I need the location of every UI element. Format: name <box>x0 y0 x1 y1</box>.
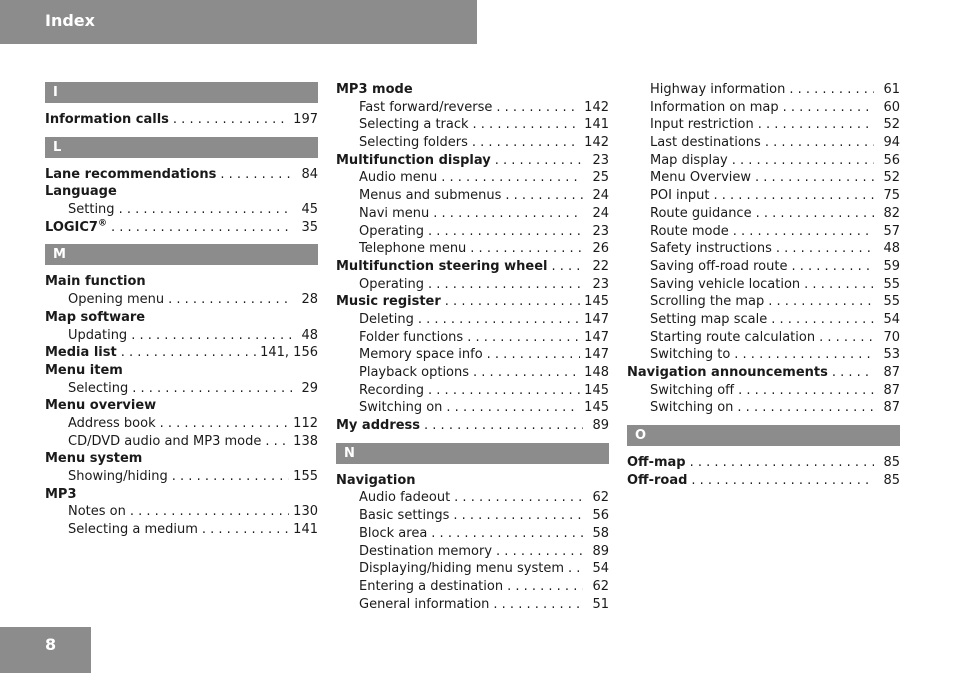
entry-page: 58 <box>592 525 609 541</box>
index-column-2 <box>336 81 609 613</box>
entry-page: 142 <box>584 135 609 151</box>
entry-label: Navigation <box>336 472 416 488</box>
entry-page: 147 <box>584 311 609 327</box>
index-subentry[interactable] <box>627 293 900 311</box>
entry-page: 89 <box>592 418 609 434</box>
entry-label: Main function <box>45 274 146 290</box>
index-heading <box>336 81 609 99</box>
index-heading <box>45 273 318 291</box>
entry-label: CD/DVD audio and MP3 mode <box>68 433 262 449</box>
entry-page: 87 <box>883 382 900 398</box>
entry-label: Switching to <box>650 347 731 363</box>
entry-page: 62 <box>592 578 609 594</box>
entry-page: 56 <box>592 508 609 524</box>
entry-label: Telephone menu <box>359 241 467 257</box>
index-subentry[interactable] <box>336 311 609 329</box>
entry-label: Starting route calculation <box>650 329 816 345</box>
entry-label: Navi menu <box>359 205 430 221</box>
index-subentry[interactable] <box>627 187 900 205</box>
entry-label: Memory space info <box>359 347 483 363</box>
index-subentry[interactable] <box>336 507 609 525</box>
index-subentry[interactable] <box>627 99 900 117</box>
index-subentry[interactable] <box>45 433 318 451</box>
entry-label: Destination memory <box>359 543 493 559</box>
entry-label: Route guidance <box>650 205 752 221</box>
entry-page: 82 <box>883 205 900 221</box>
entry-label: Updating <box>68 327 128 343</box>
index-subentry[interactable] <box>336 346 609 364</box>
entry-page: 51 <box>592 596 609 612</box>
page-title: Index <box>45 11 95 30</box>
index-subentry[interactable] <box>336 560 609 578</box>
entry-page: 147 <box>584 329 609 345</box>
entry-label: Recording <box>359 382 425 398</box>
entry-page: 55 <box>883 294 900 310</box>
index-subentry[interactable] <box>627 81 900 99</box>
entry-label: Switching on <box>359 400 443 416</box>
index-entry[interactable] <box>336 258 609 276</box>
entry-label: Address book <box>68 415 156 431</box>
entry-page: 141 <box>293 522 318 538</box>
entry-label: Notes on <box>68 504 126 520</box>
entry-label: POI input <box>650 188 710 204</box>
index-subentry[interactable] <box>627 258 900 276</box>
index-heading <box>336 472 609 490</box>
entry-page: 70 <box>883 329 900 345</box>
index-heading <box>45 362 318 380</box>
index-subentry[interactable] <box>45 503 318 521</box>
index-entry[interactable] <box>627 364 900 382</box>
entry-label: LOGIC7® <box>45 218 107 235</box>
entry-label: Operating <box>359 223 424 239</box>
index-subentry[interactable] <box>336 525 609 543</box>
entry-label: Multifunction display <box>336 152 491 168</box>
index-entry[interactable] <box>336 417 609 435</box>
entry-page: 142 <box>584 99 609 115</box>
index-heading <box>45 486 318 504</box>
index-heading <box>45 309 318 327</box>
entry-label: Lane recommendations <box>45 166 217 182</box>
index-subentry[interactable] <box>336 240 609 258</box>
entry-label: MP3 <box>45 486 77 502</box>
entry-page: 54 <box>592 561 609 577</box>
entry-label: Selecting a track <box>359 117 469 133</box>
entry-page: 24 <box>592 188 609 204</box>
index-subentry[interactable] <box>627 205 900 223</box>
index-subentry[interactable] <box>336 364 609 382</box>
entry-page: 130 <box>293 504 318 520</box>
entry-label: Menu item <box>45 362 123 378</box>
entry-label: Playback options <box>359 365 470 380</box>
index-column-1 <box>45 82 318 539</box>
entry-label: Fast forward/reverse <box>359 99 493 115</box>
index-subentry[interactable] <box>336 169 609 187</box>
entry-page: 52 <box>883 170 900 186</box>
entry-page: 138 <box>293 433 318 449</box>
entry-label: Setting <box>68 202 115 218</box>
header-bar <box>0 0 477 44</box>
entry-label: My address <box>336 418 421 434</box>
entry-label: Input restriction <box>650 117 754 133</box>
index-subentry[interactable] <box>45 327 318 345</box>
index-subentry[interactable] <box>336 116 609 134</box>
index-entry[interactable] <box>627 472 900 490</box>
index-subentry[interactable] <box>627 152 900 170</box>
index-subentry[interactable] <box>45 380 318 398</box>
index-heading <box>45 397 318 415</box>
entry-page: 75 <box>883 188 900 204</box>
entry-label: Audio menu <box>359 170 438 186</box>
index-subentry[interactable] <box>627 346 900 364</box>
entry-label: Information calls <box>45 112 169 127</box>
entry-label: Scrolling the map <box>650 294 765 310</box>
entry-label: Navigation announcements <box>627 365 828 380</box>
index-subentry[interactable] <box>627 134 900 152</box>
entry-label: Saving off-road route <box>650 258 788 274</box>
entry-page: 141, 156 <box>260 345 318 361</box>
entry-label: Deleting <box>359 311 414 327</box>
index-subentry[interactable] <box>627 329 900 347</box>
entry-label: Multifunction steering wheel <box>336 258 548 274</box>
entry-page: 147 <box>584 347 609 363</box>
index-subentry[interactable] <box>45 201 318 219</box>
entry-page: 24 <box>592 205 609 221</box>
entry-label: Entering a destination <box>359 578 504 594</box>
index-subentry[interactable] <box>336 329 609 347</box>
entry-page: 29 <box>301 380 318 396</box>
entry-page: 48 <box>883 241 900 257</box>
entry-label: General information <box>359 596 490 612</box>
entry-page: 89 <box>592 543 609 559</box>
entry-page: 28 <box>301 292 318 308</box>
entry-label: Operating <box>359 276 424 292</box>
entry-page: 54 <box>883 311 900 327</box>
entry-page: 112 <box>293 415 318 431</box>
entry-label: Switching off <box>650 382 735 398</box>
entry-page: 23 <box>592 276 609 292</box>
entry-label: Media list <box>45 345 117 361</box>
entry-label: Selecting <box>68 380 129 396</box>
entry-page: 23 <box>592 223 609 239</box>
letter-header-i: I <box>45 82 318 103</box>
entry-page: 145 <box>584 382 609 398</box>
index-subentry[interactable] <box>336 276 609 294</box>
entry-page: 197 <box>293 112 318 127</box>
entry-page: 141 <box>584 117 609 133</box>
entry-page: 148 <box>584 365 609 380</box>
letter-header-o: O <box>627 425 900 446</box>
index-subentry[interactable] <box>336 382 609 400</box>
entry-label: Last destinations <box>650 135 761 151</box>
entry-page: 59 <box>883 258 900 274</box>
index-subentry[interactable] <box>336 596 609 614</box>
entry-page: 87 <box>883 400 900 416</box>
entry-label: Folder functions <box>359 329 464 345</box>
index-subentry[interactable] <box>45 415 318 433</box>
entry-label: Route mode <box>650 223 729 239</box>
entry-label: Menu system <box>45 451 143 467</box>
index-subentry[interactable] <box>336 399 609 417</box>
index-subentry[interactable] <box>627 382 900 400</box>
index-entry[interactable] <box>45 111 318 129</box>
index-subentry[interactable] <box>336 223 609 241</box>
entry-label: Switching on <box>650 400 734 416</box>
index-subentry[interactable] <box>627 399 900 417</box>
entry-page: 25 <box>592 170 609 186</box>
index-subentry[interactable] <box>627 240 900 258</box>
index-subentry[interactable] <box>336 187 609 205</box>
entry-page: 52 <box>883 117 900 133</box>
entry-page: 85 <box>883 455 900 471</box>
entry-label: MP3 mode <box>336 82 413 97</box>
index-subentry[interactable] <box>336 578 609 596</box>
entry-label: Menus and submenus <box>359 188 502 204</box>
entry-label: Off-road <box>627 472 688 488</box>
entry-page: 35 <box>301 219 318 235</box>
index-subentry[interactable] <box>45 291 318 309</box>
index-subentry[interactable] <box>627 276 900 294</box>
entry-label: Off-map <box>627 455 686 471</box>
entry-page: 155 <box>293 469 318 484</box>
entry-label: Opening menu <box>68 292 165 308</box>
index-entry[interactable] <box>45 344 318 362</box>
index-subentry[interactable] <box>336 99 609 117</box>
entry-label: Menu overview <box>45 398 157 414</box>
entry-label: Language <box>45 184 117 200</box>
page-number: 8 <box>45 635 57 654</box>
entry-label: Audio fadeout <box>359 490 451 506</box>
index-column-3 <box>627 81 900 489</box>
index-subentry[interactable] <box>336 134 609 152</box>
index-heading <box>45 450 318 468</box>
index-subentry[interactable] <box>627 223 900 241</box>
index-subentry[interactable] <box>336 489 609 507</box>
index-subentry[interactable] <box>627 311 900 329</box>
entry-page: 57 <box>883 223 900 239</box>
entry-label: Map display <box>650 152 728 168</box>
entry-page: 45 <box>301 202 318 218</box>
entry-label: Block area <box>359 525 428 541</box>
entry-page: 84 <box>301 166 318 182</box>
letter-header-m: M <box>45 244 318 265</box>
entry-page: 48 <box>301 327 318 343</box>
letter-header-l: L <box>45 137 318 158</box>
entry-label: Showing/hiding <box>68 469 168 484</box>
index-subentry[interactable] <box>336 205 609 223</box>
entry-label: Highway information <box>650 82 786 97</box>
entry-page: 23 <box>592 152 609 168</box>
index-entry[interactable] <box>627 454 900 472</box>
entry-label: Setting map scale <box>650 311 768 327</box>
index-subentry[interactable] <box>45 521 318 539</box>
entry-page: 94 <box>883 135 900 151</box>
index-subentry[interactable] <box>336 543 609 561</box>
entry-page: 85 <box>883 472 900 488</box>
entry-label: Safety instructions <box>650 241 772 257</box>
entry-page: 62 <box>592 490 609 506</box>
entry-label: Selecting a medium <box>68 522 198 538</box>
entry-label: Music register <box>336 294 441 310</box>
entry-label: Basic settings <box>359 508 450 524</box>
index-entry[interactable] <box>45 219 318 237</box>
entry-label: Map software <box>45 309 146 325</box>
entry-label: Displaying/hiding menu system <box>359 561 565 577</box>
entry-page: 61 <box>883 82 900 97</box>
letter-header-n: N <box>336 443 609 464</box>
entry-page: 87 <box>883 365 900 380</box>
entry-page: 145 <box>584 294 609 310</box>
index-heading <box>45 183 318 201</box>
page-number-box <box>0 627 91 673</box>
entry-label: Menu Overview <box>650 170 752 186</box>
index-subentry[interactable] <box>627 116 900 134</box>
entry-page: 53 <box>883 347 900 363</box>
entry-page: 22 <box>592 258 609 274</box>
entry-label: Information on map <box>650 99 779 115</box>
index-entry[interactable] <box>336 152 609 170</box>
entry-page: 56 <box>883 152 900 168</box>
entry-label: Selecting folders <box>359 135 468 151</box>
entry-page: 55 <box>883 276 900 292</box>
index-subentry[interactable] <box>45 468 318 486</box>
entry-page: 145 <box>584 400 609 416</box>
entry-label: Saving vehicle location <box>650 276 801 292</box>
index-entry[interactable] <box>45 166 318 184</box>
index-entry[interactable] <box>336 293 609 311</box>
entry-page: 60 <box>883 99 900 115</box>
index-subentry[interactable] <box>627 169 900 187</box>
entry-page: 26 <box>592 241 609 257</box>
